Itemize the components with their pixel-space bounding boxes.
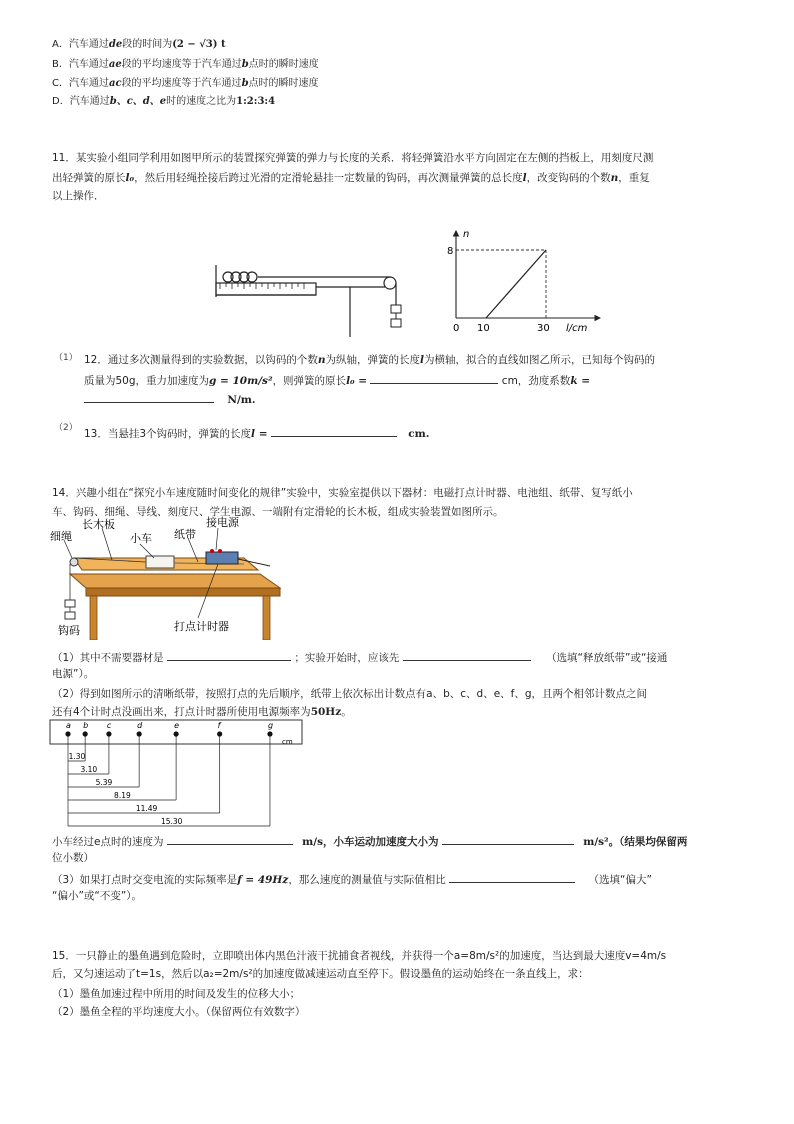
q15-line3: （1）墨鱼加速过程中所用的时间及发生的位移大小；: [52, 988, 301, 1000]
x-axis-label: l/cm: [566, 323, 588, 334]
q12-k-blank[interactable]: [84, 390, 214, 403]
tape-distance-label: 1.30: [68, 752, 86, 761]
q14-part2-line2: 还有4个计时点没画出来，打点计时器所使用电源频率为50Hz。: [52, 706, 352, 718]
tape-point-label-c: c: [106, 721, 112, 730]
tape-point-label-g: g: [267, 721, 274, 730]
q14-part3: （3）如果打点时交变电流的实际频率是f = 49Hz，那么速度的测量值与实际值相比 （选填“偏大”: [52, 870, 652, 888]
tape-point-g: [267, 731, 272, 736]
q14-part2-answers: 小车经过e点时的速度为 m/s，小车运动加速度大小为 m/s²。（结果均保留两: [52, 832, 687, 850]
tape-point-label-d: d: [137, 721, 143, 730]
tape-point-label-b: b: [83, 721, 89, 730]
first-step-blank[interactable]: [403, 648, 531, 661]
label-long-board: 长木板: [82, 518, 115, 531]
paper-tape-figure: [48, 718, 310, 830]
tape-distance-label: 5.39: [95, 778, 113, 787]
y-tick-8: 8: [447, 246, 454, 257]
tape-point-f: [217, 731, 222, 736]
label-weight: 钩码: [58, 624, 80, 637]
tape-point-label-f: f: [217, 721, 221, 730]
tape-distance-label: 11.49: [135, 804, 158, 813]
tape-point-c: [106, 731, 111, 736]
tape-unit: cm: [282, 738, 293, 746]
x-tick-30: 30: [537, 323, 550, 334]
q15-line2: 后，又匀速运动了t=1s，然后以a₂=2m/s²的加速度做减速运动直至停下。假设墨鱼的运动始终在一条直线上，求：: [52, 968, 589, 980]
option-d[interactable]: D．汽车通过b、c、d、e时的速度之比为1:2:3:4: [52, 96, 276, 107]
velocity-e-blank[interactable]: [167, 832, 293, 845]
q15-line1: 15．一只静止的墨鱼遇到危险时，立即喷出体内黑色汁液干扰捕食者视线，并获得一个a=8m/s²的加速度，当达到最大速度v=4m/s: [52, 950, 667, 962]
unneeded-equipment-blank[interactable]: [167, 648, 291, 661]
tape-point-a: [65, 731, 70, 736]
label-power: 接电源: [206, 516, 239, 529]
label-tape: 纸带: [174, 528, 196, 541]
q14-line1: 14．兴趣小组在“探究小车速度随时间变化的规律”实验中，实验室提供以下器材：电磁打点计时器、电池组、纸带、复写纸小: [52, 487, 633, 499]
x-tick-10: 10: [477, 323, 490, 334]
q14-part1-cont: 电源”）。: [52, 668, 95, 680]
q12-l0-blank[interactable]: [370, 371, 498, 384]
y-axis-label: n: [463, 229, 470, 240]
label-timer: 打点计时器: [174, 620, 229, 633]
tape-point-e: [174, 731, 179, 736]
tape-distance-label: 15.30: [160, 817, 183, 826]
q14-part3-cont: “偏小”或“不变”）。: [52, 890, 143, 902]
option-c[interactable]: C．汽车通过ac段的平均速度等于汽车通过b点时的瞬时速度: [52, 78, 319, 89]
tape-point-d: [137, 731, 142, 736]
q14-part2-note: 位小数）: [52, 852, 94, 864]
tape-distance-label: 8.19: [114, 791, 131, 800]
tape-point-label-e: e: [174, 721, 180, 730]
q12-line3: N/m.: [84, 390, 256, 408]
q14-part2-line1: （2）得到如图所示的清晰纸带，按照打点的先后顺序，纸带上依次标出计数点有a、b、c、d、e、f、g，且两个相邻计数点之间: [52, 688, 648, 700]
label-cart: 小车: [130, 532, 152, 545]
q13-line: 13．当悬挂3个钩码时，弹簧的长度l = cm.: [84, 424, 429, 442]
q14-part1: （1）其中不需要器材是 ；实验开始时，应该先 （选填“释放纸带”或“接通: [52, 648, 667, 666]
q13-tag: （2）: [54, 423, 78, 433]
q15-line4: （2）墨鱼全程的平均速度大小。（保留两位有效数字）: [52, 1006, 306, 1018]
q12-tag: （1）: [54, 353, 78, 363]
x-tick-0: 0: [453, 323, 460, 334]
acceleration-blank[interactable]: [442, 832, 574, 845]
q11-line3: 以上操作．: [52, 190, 105, 202]
q12-line2: 质量为50g，重力加速度为g = 10m/s²，则弹簧的原长l₀ = cm，劲度系数k =: [84, 371, 590, 389]
spring-apparatus-figure: [210, 255, 410, 340]
tape-point-b: [83, 731, 88, 736]
q11-line1: 11．某实验小组同学利用如图甲所示的装置探究弹簧的弹力与长度的关系．将轻弹簧沿水平方向固定在左侧的挡板上，用刻度尺测: [52, 152, 654, 164]
measurement-comparison-blank[interactable]: [449, 870, 575, 883]
tape-distance-label: 3.10: [80, 765, 98, 774]
option-a[interactable]: A．汽车通过de段的时间为(2 − √3) t: [52, 39, 226, 50]
q13-length-blank[interactable]: [271, 424, 397, 437]
q14-line2: 车、钩码、细绳、导线、刻度尺、学生电源、一端附有定滑轮的长木板，组成实验装置如图所示。: [52, 506, 504, 518]
label-rope: 细绳: [50, 530, 72, 543]
option-b[interactable]: B．汽车通过ae段的平均速度等于汽车通过b点时的瞬时速度: [52, 59, 319, 70]
n-vs-l-graph: [440, 225, 610, 340]
fitted-line: [486, 250, 546, 318]
tape-point-label-a: a: [66, 721, 71, 730]
q11-line2: 出轻弹簧的原长l₀，然后用轻绳拴接后跨过光滑的定滑轮悬挂一定数量的钩码，再次测量弹簧的总长度l，改变钩码的个数n，重复: [52, 172, 650, 184]
q12-line1: 12．通过多次测量得到的实验数据，以钩码的个数n为纵轴，弹簧的长度l为横轴，拟合的直线如图乙所示，已知每个钩码的: [84, 354, 656, 366]
cart-experiment-figure: [48, 514, 288, 640]
